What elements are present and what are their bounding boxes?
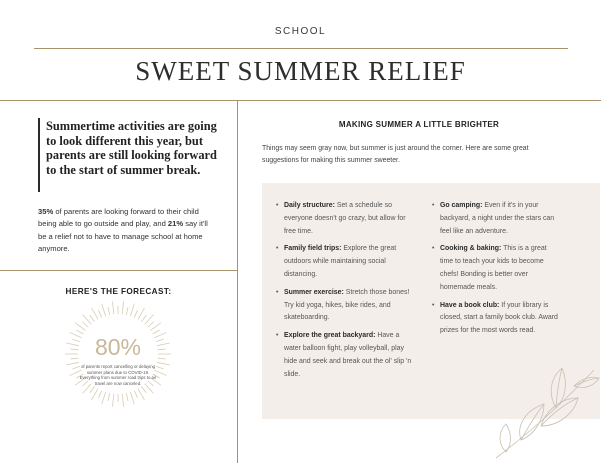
left-section-rule [0, 270, 237, 271]
forecast-title: HERE'S THE FORECAST: [65, 287, 172, 296]
sunburst-ray [90, 386, 95, 392]
forecast-description: of parents report cancelling or delaying summer plans due to COVID-19. Everything from summer road trips to air travel are now canceled. [79, 364, 157, 386]
sunburst-ray [66, 362, 79, 365]
sunburst-ray [157, 362, 170, 365]
tip-item [276, 287, 416, 325]
top-rule [34, 48, 568, 49]
tip-item [276, 330, 416, 381]
tip-body: Have a water balloon fight, play volleyball, play hide and seek and break out the ol' slip 'n slide. [284, 332, 412, 378]
pull-quote: Summertime activities are going to look different this year, but parents are still looking forward to the start of summer break. [46, 119, 217, 177]
sunburst-ray [126, 393, 128, 401]
sunburst-ray [130, 304, 134, 316]
title-rule [0, 100, 601, 101]
tips-column-right [432, 200, 560, 343]
tip-heading: Explore the great backyard: [284, 332, 376, 340]
sunburst-ray [122, 301, 123, 314]
tip-body: Stretch those bones! Try kid yoga, hikes, bike rides, and skateboarding. [284, 288, 410, 322]
sunburst-ray [148, 322, 154, 327]
sunburst-ray [92, 389, 99, 400]
tip-item [276, 200, 416, 238]
sunburst-ray [98, 310, 101, 317]
sunburst-ray [75, 323, 86, 331]
forecast-percent: 80% [94, 334, 142, 360]
sunburst-ray [142, 386, 147, 392]
sunburst-ray [102, 304, 106, 316]
sunburst-ray [90, 315, 95, 321]
sunburst-ray [112, 301, 113, 314]
sunburst-ray [112, 394, 113, 407]
stat-lead-2: and [151, 219, 168, 229]
tip-body: This is a great time to teach your kids to become chefs! Bonding is better over homemade meals. [440, 245, 547, 291]
tip-heading: Family field trips: [284, 245, 342, 253]
tip-item [276, 243, 416, 281]
sunburst-ray [138, 308, 145, 319]
tip-heading: Summer exercise: [284, 288, 344, 296]
sunburst-ray [138, 389, 145, 400]
tip-heading: Go camping: [440, 202, 483, 209]
column-divider [237, 100, 238, 463]
stat-pct-35: 35% [38, 207, 54, 216]
sunburst-ray [108, 307, 110, 315]
stat-text-1: of parents are looking forward to their child being able to go outside and play, [38, 207, 199, 229]
leaf-illustration [486, 340, 601, 463]
tip-heading: Daily structure: [284, 202, 335, 209]
tip-body: Explore the great outdoors while maintaining social distancing. [284, 245, 397, 278]
tip-item [432, 300, 560, 338]
sunburst-ray [92, 308, 99, 319]
sunburst-ray [82, 322, 88, 327]
stat-pct-21: 21% [167, 219, 184, 229]
sunburst-ray [142, 315, 147, 321]
stat-text-2: say it'll be a relief not to have to manage school at home anymore. [38, 219, 208, 254]
sunburst-ray [122, 394, 123, 407]
section-heading: MAKING SUMMER A LITTLE BRIGHTER [338, 120, 500, 129]
tip-body: If your library is closed, start a family book club. Award prizes for the most words read. [440, 301, 558, 335]
tip-heading: Cooking & baking: [440, 245, 502, 253]
sunburst-ray [102, 392, 106, 404]
sunburst-ray [108, 393, 110, 401]
tips-column-left [276, 200, 416, 386]
intro-paragraph: Things may seem gray now, but summer is just around the corner. Here are some great suggestions for making this summer sweeter. [262, 145, 529, 164]
sunburst-ray [150, 323, 161, 331]
sunburst-ray [134, 391, 137, 398]
tip-item [432, 200, 560, 238]
tip-item [432, 243, 560, 294]
sunburst-ray [134, 310, 137, 317]
tip-body: Set a schedule so everyone doesn't go crazy, but allow for free time. [284, 202, 406, 235]
sunburst-ray [126, 307, 128, 315]
section-label: SCHOOL [274, 26, 327, 37]
sunburst-ray [130, 392, 134, 404]
sunburst-ray [98, 391, 101, 398]
page-title: SWEET SUMMER RELIEF [135, 56, 466, 86]
tip-heading: Have a book club: [440, 301, 500, 309]
stat-paragraph [38, 206, 218, 256]
tip-body: Even if it's in your backyard, a night under the stars can feel like an adventure. [440, 202, 555, 235]
